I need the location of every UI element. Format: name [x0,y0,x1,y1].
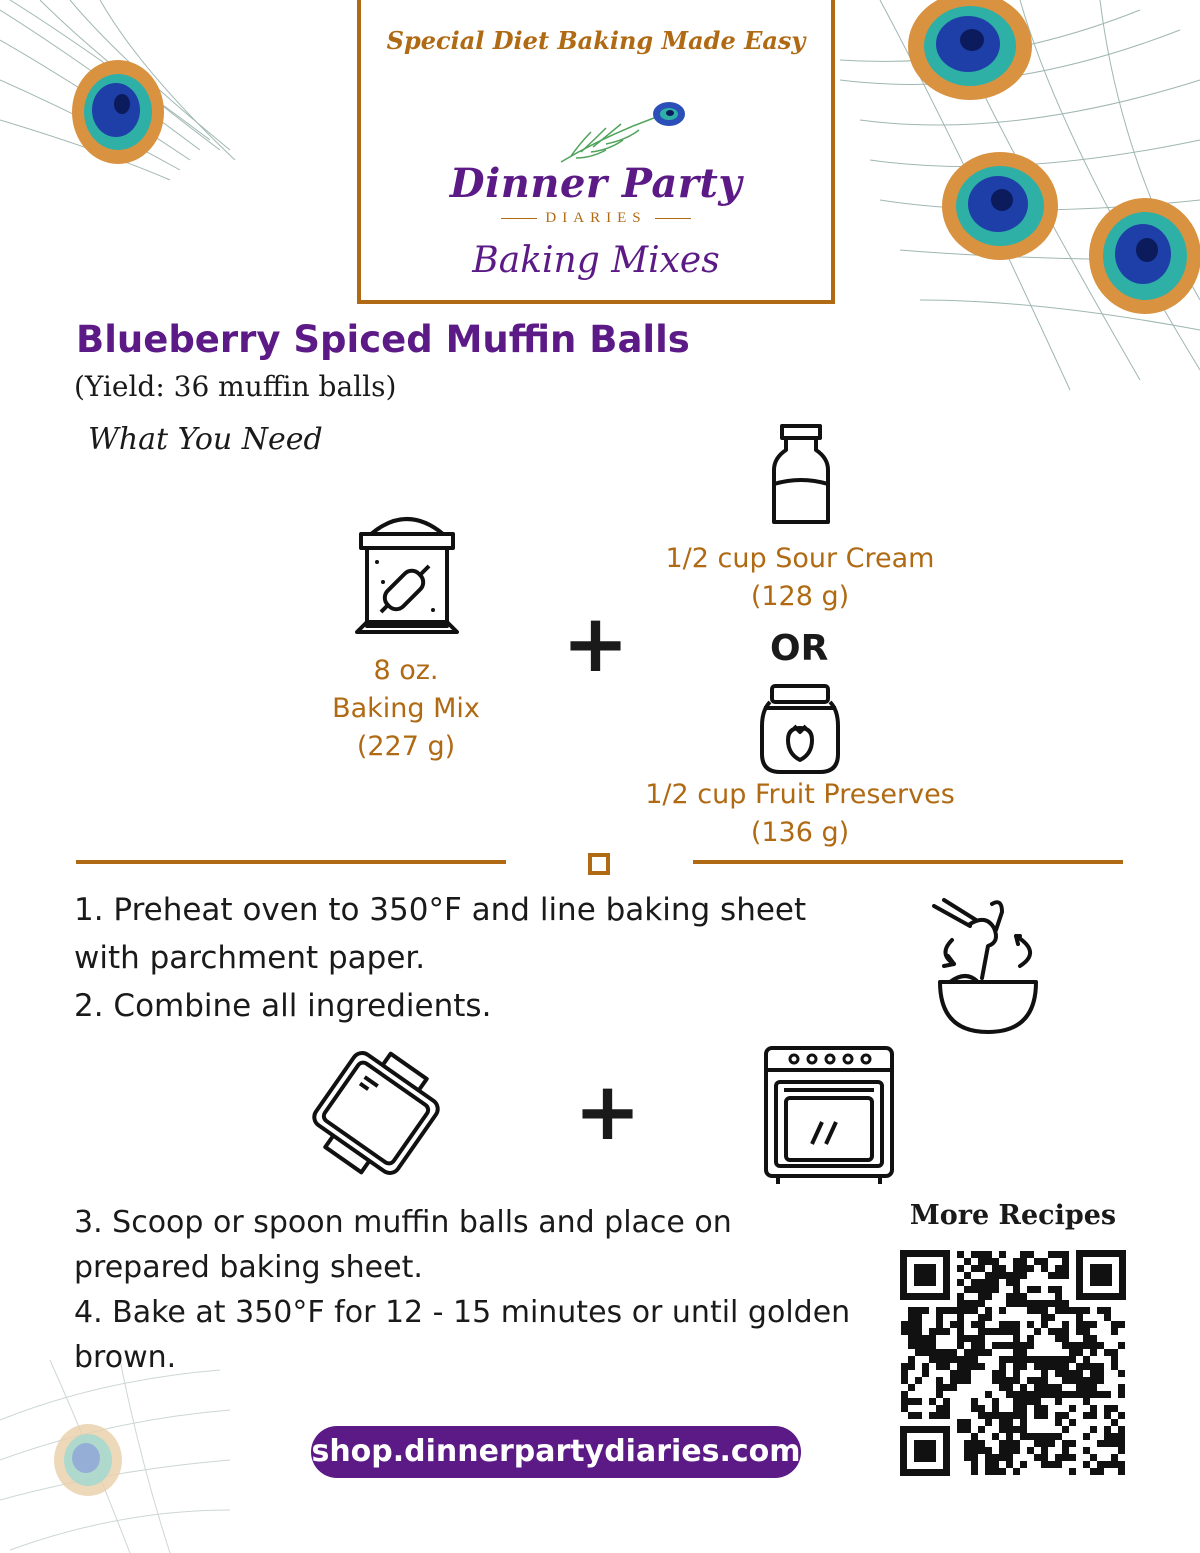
step-3-line2: prepared baking sheet. [74,1250,423,1285]
step-1-line1: 1. Preheat oven to 350°F and line baking sheet [74,892,807,928]
fruit-preserves-amount [620,776,980,852]
sour-cream-amount [640,540,960,616]
section-divider-right [693,860,1123,864]
brand-header [357,0,835,304]
step-4-line1: 4. Bake at 350°F for 12 - 15 minutes or until golden [74,1295,851,1330]
peacock-feather-icon [0,0,240,230]
flour-sack-icon [353,512,461,636]
shop-url-link[interactable]: shop.dinnerpartydiaries.com [311,1426,801,1478]
fruit-preserves-line1: 1/2 cup Fruit Preserves [645,779,955,810]
milk-bottle-icon [770,424,832,524]
baking-mix-amount [306,652,506,766]
brand-script: Baking Mixes [472,240,720,281]
brand-sub: DIARIES [361,210,831,227]
step-1-line2: with parchment paper. [74,940,426,976]
baking-sheet-icon [306,1042,446,1184]
recipe-yield: (Yield: 36 muffin balls) [74,370,397,403]
more-recipes-label: More Recipes [909,1200,1117,1231]
plus-sign-2: + [574,1065,642,1158]
sour-cream-line1: 1/2 cup Sour Cream [665,543,935,574]
what-you-need-heading: What You Need [88,422,323,457]
step-2: 2. Combine all ingredients. [74,988,492,1024]
baking-mix-line2: Baking Mix [332,693,480,724]
peacock-feather-icon [840,0,1200,390]
or-separator: OR [770,628,829,669]
brand-name: Dinner Party [449,160,743,207]
fruit-preserves-line2: (136 g) [750,817,850,848]
tagline: Special Diet Baking Made Easy [386,26,806,55]
section-divider-left [76,860,506,864]
steps-block-2 [74,1200,850,1380]
jam-jar-icon [760,684,840,776]
step-3-line1: 3. Scoop or spoon muffin balls and place on [74,1205,732,1240]
qr-code-icon[interactable] [900,1250,1126,1476]
oven-icon [762,1044,896,1186]
plus-sign: + [562,597,630,690]
step-4-line2: brown. [74,1340,177,1375]
recipe-title: Blueberry Spiced Muffin Balls [76,318,690,361]
divider-ornament [588,853,610,875]
baking-mix-line3: (227 g) [356,731,456,762]
steps-block-1 [74,886,806,1030]
mixing-bowl-icon [930,896,1046,1038]
baking-mix-line1: 8 oz. [373,655,439,686]
sour-cream-line2: (128 g) [750,581,850,612]
peacock-feather-icon [0,1360,230,1553]
